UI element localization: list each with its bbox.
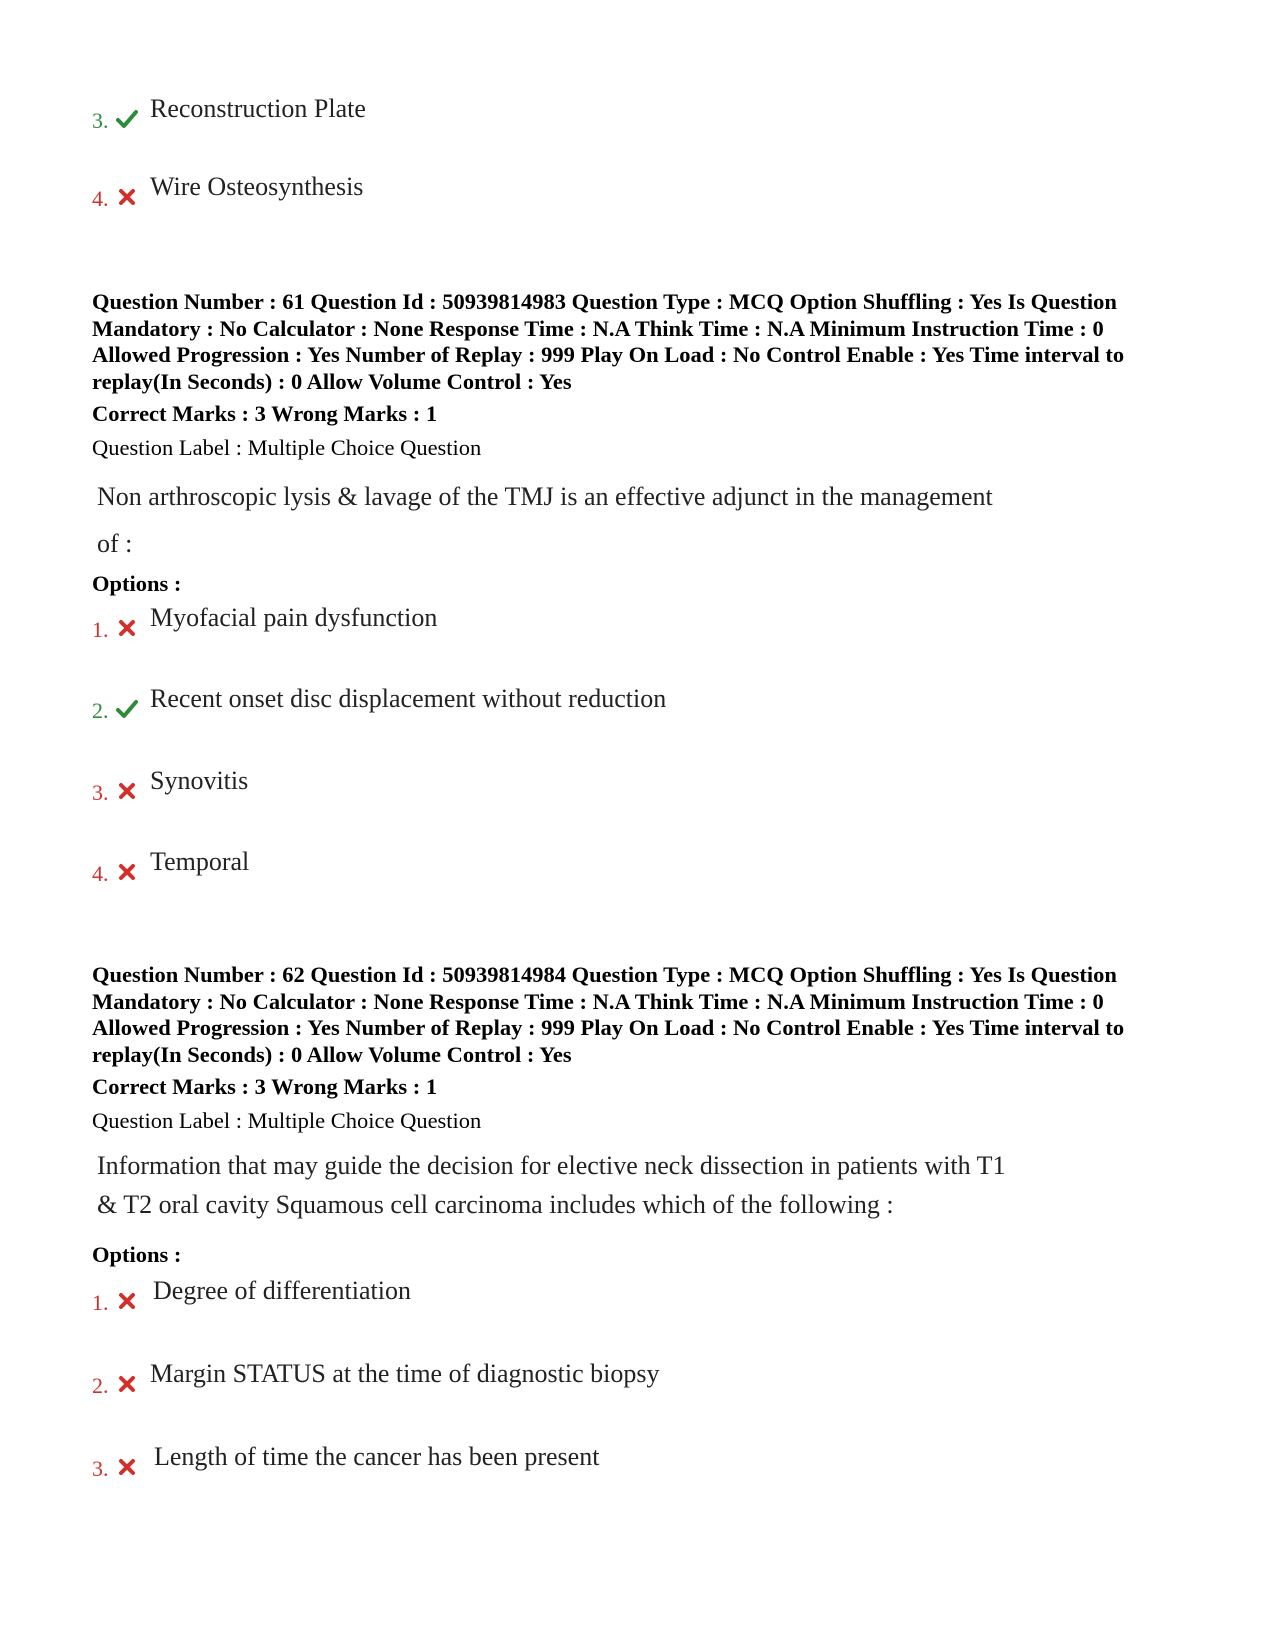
question-marks: Correct Marks : 3 Wrong Marks : 1 (92, 1074, 438, 1099)
option-number: 2. (92, 698, 109, 723)
cross-icon (116, 780, 138, 802)
question-block-62 (92, 962, 1192, 1268)
option-text: Wire Osteosynthesis (150, 172, 364, 201)
question-block-61 (92, 289, 1192, 597)
check-icon (116, 108, 138, 130)
option-text: Margin STATUS at the time of diagnostic biopsy (150, 1359, 660, 1388)
option-number: 4. (92, 861, 109, 886)
cross-icon (116, 186, 138, 208)
option-text: Myofacial pain dysfunction (150, 603, 438, 632)
cross-icon (116, 1290, 138, 1312)
question-meta: Question Number : 61 Question Id : 50939814983 Question Type : MCQ Option Shuffling : Yes Is Question Mandatory : No Calculator : None Response Time : N.A Think Time : N.A Minimum Instruction Time : 0 Allowed Progression : Yes Number of Replay : 999 Play On Load : No Control Enable : Yes Time interval to replay(In Seconds) : 0 Allow Volume Control : Yes (92, 289, 1125, 394)
option-text: Reconstruction Plate (150, 94, 366, 123)
check-icon (116, 698, 138, 720)
question-text (97, 1146, 1097, 1224)
option-text: Temporal (150, 847, 250, 876)
question-label: Question Label : Multiple Choice Question (92, 435, 482, 460)
option-number: 2. (92, 1373, 109, 1398)
question-meta: Question Number : 62 Question Id : 50939814984 Question Type : MCQ Option Shuffling : Yes Is Question Mandatory : No Calculator : None Response Time : N.A Think Time : N.A Minimum Instruction Time : 0 Allowed Progression : Yes Number of Replay : 999 Play On Load : No Control Enable : Yes Time interval to replay(In Seconds) : 0 Allow Volume Control : Yes (92, 962, 1125, 1067)
option-number: 3. (92, 108, 109, 133)
cross-icon (116, 861, 138, 883)
option-number: 1. (92, 1290, 109, 1315)
question-text-line: Information that may guide the decision for elective neck dissection in patients with T1 (97, 1151, 1006, 1180)
question-label: Question Label : Multiple Choice Question (92, 1108, 482, 1133)
options-heading: Options : (92, 571, 182, 596)
options-heading: Options : (92, 1242, 182, 1267)
question-text-line: of : (97, 529, 133, 558)
question-text (97, 473, 1097, 567)
question-text-line: Non arthroscopic lysis & lavage of the TMJ is an effective adjunct in the management (97, 482, 993, 511)
cross-icon (116, 617, 138, 639)
option-text: Synovitis (150, 766, 249, 795)
option-text: Degree of differentiation (153, 1276, 411, 1305)
cross-icon (116, 1373, 138, 1395)
cross-icon (116, 1456, 138, 1478)
option-text: Length of time the cancer has been present (154, 1442, 600, 1471)
question-text-line: & T2 oral cavity Squamous cell carcinoma includes which of the following : (97, 1190, 894, 1219)
option-number: 1. (92, 617, 109, 642)
option-number: 3. (92, 1456, 109, 1481)
option-number: 4. (92, 186, 109, 211)
option-text: Recent onset disc displacement without reduction (150, 684, 667, 713)
question-marks: Correct Marks : 3 Wrong Marks : 1 (92, 401, 438, 426)
option-number: 3. (92, 780, 109, 805)
